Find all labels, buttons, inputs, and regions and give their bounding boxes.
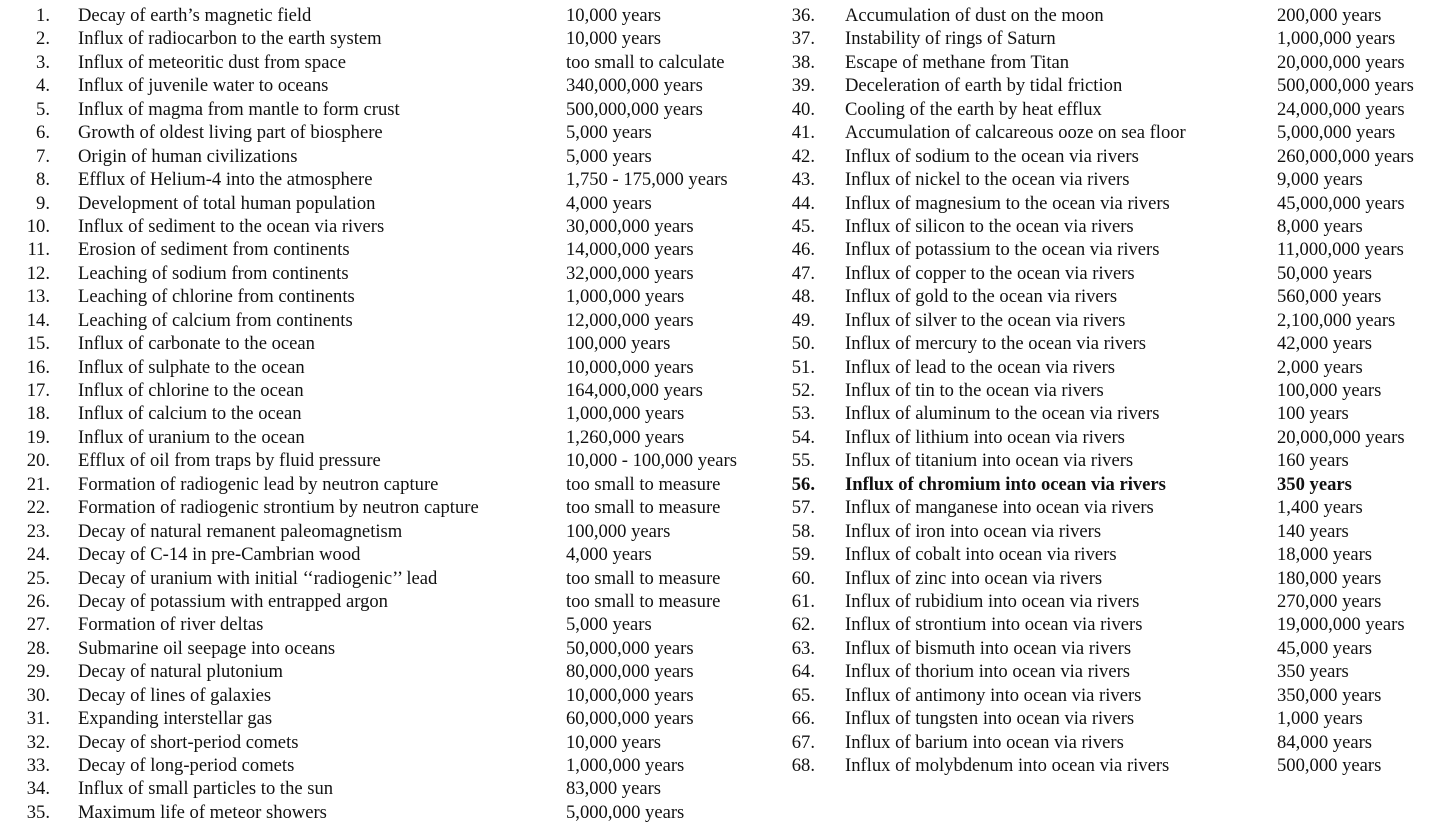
- item-number: 62.: [791, 614, 815, 636]
- list-item: [775, 309, 1449, 332]
- process-name: Decay of lines of galaxies: [78, 684, 272, 706]
- age-estimate: 100,000 years: [1277, 380, 1382, 401]
- age-estimate: 164,000,000 years: [566, 380, 703, 401]
- item-number: 12.: [26, 262, 50, 284]
- process-name: Influx of molybdenum into ocean via rivers: [845, 755, 1170, 776]
- list-item: [0, 543, 775, 566]
- list-item: [775, 192, 1449, 215]
- list-item: [0, 637, 775, 660]
- item-number: 65.: [791, 684, 815, 706]
- process-name: Expanding interstellar gas: [78, 708, 273, 730]
- list-item: [0, 27, 775, 50]
- process-name: Decay of potassium with entrapped argon: [78, 590, 388, 612]
- item-number: 7.: [36, 145, 50, 167]
- process-name: Influx of meteoritic dust from space: [78, 51, 346, 73]
- list-item: [0, 449, 775, 472]
- process-name: Formation of radiogenic strontium by neutron capture: [78, 497, 479, 519]
- process-name: Influx of magma from mantle to form crust: [78, 98, 400, 120]
- age-estimate: 5,000 years: [566, 614, 652, 636]
- item-number: 45.: [791, 215, 815, 237]
- item-number: 14.: [26, 309, 50, 331]
- process-name: Influx of bismuth into ocean via rivers: [845, 637, 1132, 659]
- item-number: 8.: [36, 169, 50, 191]
- age-estimate: 10,000 years: [566, 28, 662, 50]
- list-item: [0, 168, 775, 191]
- item-number: 27.: [26, 614, 50, 636]
- age-estimate: 10,000,000 years: [566, 684, 694, 706]
- list-item: [0, 379, 775, 402]
- item-number: 13.: [26, 286, 50, 308]
- age-estimate: 14,000,000 years: [566, 239, 694, 261]
- item-number: 47.: [791, 262, 815, 284]
- item-number: 63.: [791, 637, 815, 659]
- age-estimate: too small to measure: [566, 497, 721, 519]
- list-item: [0, 520, 775, 543]
- process-name: Influx of cobalt into ocean via rivers: [845, 544, 1117, 566]
- age-estimate: 350 years: [1277, 661, 1349, 683]
- item-number: 6.: [36, 122, 50, 144]
- item-number: 38.: [791, 51, 815, 73]
- process-name: Decay of natural remanent paleomagnetism: [78, 520, 403, 542]
- age-estimate: 5,000 years: [566, 122, 652, 144]
- list-item: [0, 731, 775, 754]
- process-name: Instability of rings of Saturn: [845, 28, 1056, 50]
- item-number: 52.: [791, 380, 815, 401]
- item-number: 68.: [791, 755, 815, 776]
- process-name: Influx of small particles to the sun: [78, 778, 334, 800]
- age-estimate: 100,000 years: [566, 333, 671, 355]
- item-number: 17.: [26, 380, 50, 401]
- process-name: Escape of methane from Titan: [845, 51, 1070, 73]
- age-estimate: 200,000 years: [1277, 5, 1382, 26]
- process-name: Influx of chromium into ocean via rivers: [845, 473, 1166, 495]
- item-number: 67.: [791, 731, 815, 753]
- age-estimate: 50,000 years: [1277, 262, 1373, 284]
- process-name: Influx of uranium to the ocean: [78, 426, 305, 448]
- item-number: 58.: [791, 520, 815, 542]
- item-number: 66.: [791, 708, 815, 730]
- process-name: Decay of natural plutonium: [78, 661, 283, 683]
- process-name: Influx of carbonate to the ocean: [78, 333, 315, 355]
- age-estimate: 10,000 years: [566, 5, 662, 26]
- process-name: Growth of oldest living part of biosphere: [78, 122, 383, 144]
- list-item: [775, 660, 1449, 683]
- item-number: 25.: [26, 567, 50, 589]
- process-name: Influx of gold to the ocean via rivers: [845, 286, 1118, 308]
- age-estimate: 560,000 years: [1277, 286, 1382, 308]
- item-number: 50.: [791, 333, 815, 355]
- list-item: [775, 520, 1449, 543]
- item-number: 10.: [26, 215, 50, 237]
- list-item: [0, 192, 775, 215]
- age-estimate: 500,000,000 years: [566, 98, 703, 120]
- process-name: Decay of C-14 in pre-Cambrian wood: [78, 544, 361, 566]
- process-name: Influx of chlorine to the ocean: [78, 380, 304, 401]
- age-estimate: 42,000 years: [1277, 333, 1373, 355]
- process-name: Influx of barium into ocean via rivers: [845, 731, 1124, 753]
- list-item: [775, 379, 1449, 402]
- item-number: 11.: [27, 239, 50, 261]
- list-item: [775, 684, 1449, 707]
- process-name: Influx of lithium into ocean via rivers: [845, 426, 1125, 448]
- process-name: Influx of silicon to the ocean via rivers: [845, 215, 1134, 237]
- process-name: Influx of zinc into ocean via rivers: [845, 567, 1103, 589]
- list-item: [0, 262, 775, 285]
- list-item: [775, 402, 1449, 425]
- item-number: 32.: [26, 731, 50, 753]
- list-item: [775, 754, 1449, 777]
- item-number: 24.: [26, 544, 50, 566]
- process-name: Influx of sodium to the ocean via rivers: [845, 145, 1139, 167]
- list-item: [775, 262, 1449, 285]
- item-number: 56.: [791, 473, 815, 495]
- item-number: 61.: [791, 590, 815, 612]
- process-name: Influx of aluminum to the ocean via rivers: [845, 403, 1160, 425]
- age-estimate: 10,000 years: [566, 731, 662, 753]
- age-estimate: 1,000 years: [1277, 708, 1363, 730]
- list-item: [775, 449, 1449, 472]
- age-estimate: 45,000 years: [1277, 637, 1373, 659]
- list-item: [775, 707, 1449, 730]
- process-name: Influx of rubidium into ocean via rivers: [845, 590, 1140, 612]
- item-number: 19.: [26, 426, 50, 448]
- item-number: 39.: [791, 75, 815, 97]
- list-item: [0, 707, 775, 730]
- list-item: [0, 332, 775, 355]
- list-item: [775, 543, 1449, 566]
- process-name: Influx of copper to the ocean via rivers: [845, 262, 1135, 284]
- list-item: [775, 74, 1449, 97]
- list-item: [0, 74, 775, 97]
- item-number: 18.: [26, 403, 50, 425]
- process-name: Leaching of chlorine from continents: [78, 286, 355, 308]
- list-item: [775, 238, 1449, 261]
- age-estimate: 45,000,000 years: [1277, 192, 1405, 214]
- list-item: [775, 731, 1449, 754]
- list-item: [0, 4, 775, 27]
- age-estimate: 10,000,000 years: [566, 356, 694, 378]
- age-estimate: 180,000 years: [1277, 567, 1382, 589]
- age-estimate: 9,000 years: [1277, 169, 1363, 191]
- list-item: [775, 567, 1449, 590]
- list-item: [0, 402, 775, 425]
- age-estimate: 32,000,000 years: [566, 262, 694, 284]
- process-name: Efflux of oil from traps by fluid pressure: [78, 450, 381, 472]
- age-estimate: 5,000,000 years: [1277, 122, 1396, 144]
- list-item: [775, 356, 1449, 379]
- process-name: Influx of tin to the ocean via rivers: [845, 380, 1104, 401]
- list-item: [0, 473, 775, 496]
- age-estimate: 1,000,000 years: [1277, 28, 1396, 50]
- item-number: 59.: [791, 544, 815, 566]
- list-item: [0, 238, 775, 261]
- process-name: Influx of radiocarbon to the earth system: [78, 28, 382, 50]
- list-item: [775, 473, 1449, 496]
- process-name: Influx of juvenile water to oceans: [78, 75, 329, 97]
- item-number: 36.: [791, 5, 815, 26]
- age-estimate: 1,260,000 years: [566, 426, 685, 448]
- process-name: Influx of lead to the ocean via rivers: [845, 356, 1116, 378]
- process-name: Influx of mercury to the ocean via rivers: [845, 333, 1146, 355]
- item-number: 30.: [26, 684, 50, 706]
- list-item: [775, 637, 1449, 660]
- age-estimate: 160 years: [1277, 450, 1349, 472]
- list-item: [775, 496, 1449, 519]
- item-number: 4.: [36, 75, 50, 97]
- list-item: [775, 121, 1449, 144]
- process-name: Influx of calcium to the ocean: [78, 403, 302, 425]
- age-estimate: 24,000,000 years: [1277, 98, 1405, 120]
- item-number: 3.: [36, 51, 50, 73]
- list-item: [775, 426, 1449, 449]
- age-estimate: 50,000,000 years: [566, 637, 694, 659]
- age-estimate: 140 years: [1277, 520, 1349, 542]
- item-number: 20.: [26, 450, 50, 472]
- item-number: 26.: [26, 590, 50, 612]
- age-estimate: 350,000 years: [1277, 684, 1382, 706]
- item-number: 5.: [36, 98, 50, 120]
- age-estimate: 500,000,000 years: [1277, 75, 1414, 97]
- item-number: 9.: [36, 192, 50, 214]
- process-name: Influx of potassium to the ocean via rivers: [845, 239, 1160, 261]
- age-estimate: 30,000,000 years: [566, 215, 694, 237]
- item-number: 1.: [36, 5, 50, 26]
- list-item: [0, 567, 775, 590]
- age-estimate: 100 years: [1277, 403, 1349, 425]
- list-item: [0, 145, 775, 168]
- right-column: [775, 4, 1449, 777]
- process-name: Leaching of sodium from continents: [78, 262, 349, 284]
- age-estimate: 2,100,000 years: [1277, 309, 1396, 331]
- age-estimate: too small to calculate: [566, 51, 725, 73]
- process-name: Formation of radiogenic lead by neutron capture: [78, 473, 439, 495]
- process-name: Decay of earth’s magnetic field: [78, 5, 312, 26]
- list-item: [0, 215, 775, 238]
- item-number: 44.: [791, 192, 815, 214]
- item-number: 55.: [791, 450, 815, 472]
- process-name: Influx of iron into ocean via rivers: [845, 520, 1102, 542]
- age-estimate: 18,000 years: [1277, 544, 1373, 566]
- item-number: 57.: [791, 497, 815, 519]
- age-estimate: 5,000,000 years: [566, 801, 685, 823]
- age-estimate: 80,000,000 years: [566, 661, 694, 683]
- process-name: Leaching of calcium from continents: [78, 309, 353, 331]
- list-item: [775, 613, 1449, 636]
- list-item: [775, 145, 1449, 168]
- process-name: Influx of magnesium to the ocean via rivers: [845, 192, 1170, 214]
- list-item: [0, 754, 775, 777]
- list-item: [775, 4, 1449, 27]
- age-estimate: 500,000 years: [1277, 755, 1382, 776]
- process-name: Accumulation of calcareous ooze on sea floor: [845, 122, 1186, 144]
- item-number: 41.: [791, 122, 815, 144]
- process-name: Influx of silver to the ocean via rivers: [845, 309, 1126, 331]
- process-name: Influx of sediment to the ocean via rivers: [78, 215, 385, 237]
- item-number: 37.: [791, 28, 815, 50]
- left-column: [0, 4, 775, 824]
- list-item: [775, 332, 1449, 355]
- item-number: 49.: [791, 309, 815, 331]
- process-name: Submarine oil seepage into oceans: [78, 637, 336, 659]
- age-estimate: 100,000 years: [566, 520, 671, 542]
- item-number: 54.: [791, 426, 815, 448]
- age-estimate: 4,000 years: [566, 544, 652, 566]
- item-number: 34.: [26, 778, 50, 800]
- age-estimate: 1,000,000 years: [566, 755, 685, 776]
- item-number: 43.: [791, 169, 815, 191]
- item-number: 60.: [791, 567, 815, 589]
- list-item: [0, 660, 775, 683]
- list-item: [0, 51, 775, 74]
- age-estimate: 20,000,000 years: [1277, 51, 1405, 73]
- age-estimate: 83,000 years: [566, 778, 662, 800]
- age-estimate: too small to measure: [566, 567, 721, 589]
- list-item: [775, 215, 1449, 238]
- item-number: 16.: [26, 356, 50, 378]
- age-estimate: too small to measure: [566, 590, 721, 612]
- age-estimate: 84,000 years: [1277, 731, 1373, 753]
- process-name: Influx of titanium into ocean via rivers: [845, 450, 1134, 472]
- process-name: Influx of strontium into ocean via rivers: [845, 614, 1143, 636]
- age-estimate: 4,000 years: [566, 192, 652, 214]
- process-name: Influx of antimony into ocean via rivers: [845, 684, 1142, 706]
- item-number: 53.: [791, 403, 815, 425]
- item-number: 23.: [26, 520, 50, 542]
- age-estimate: 11,000,000 years: [1277, 239, 1404, 261]
- process-name: Influx of sulphate to the ocean: [78, 356, 305, 378]
- list-item: [0, 801, 775, 824]
- item-number: 35.: [26, 801, 50, 823]
- list-item: [775, 51, 1449, 74]
- age-estimate: 12,000,000 years: [566, 309, 694, 331]
- list-item: [775, 27, 1449, 50]
- process-name: Influx of thorium into ocean via rivers: [845, 661, 1131, 683]
- list-item: [0, 285, 775, 308]
- age-estimate: 10,000 - 100,000 years: [566, 450, 737, 472]
- process-name: Development of total human population: [78, 192, 376, 214]
- process-name: Efflux of Helium-4 into the atmosphere: [78, 169, 373, 191]
- list-item: [0, 777, 775, 800]
- item-number: 51.: [791, 356, 815, 378]
- list-item: [775, 285, 1449, 308]
- list-item: [0, 613, 775, 636]
- process-name: Decay of uranium with initial ‘‘radiogenic’’ lead: [78, 567, 438, 589]
- process-name: Accumulation of dust on the moon: [845, 5, 1104, 26]
- age-estimate: 270,000 years: [1277, 590, 1382, 612]
- item-number: 48.: [791, 286, 815, 308]
- process-name: Influx of tungsten into ocean via rivers: [845, 708, 1135, 730]
- item-number: 21.: [26, 473, 50, 495]
- process-name: Maximum life of meteor showers: [78, 801, 327, 823]
- age-estimate: 20,000,000 years: [1277, 426, 1405, 448]
- process-name: Decay of short-period comets: [78, 731, 299, 753]
- process-name: Erosion of sediment from continents: [78, 239, 350, 261]
- item-number: 64.: [791, 661, 815, 683]
- list-item: [775, 98, 1449, 121]
- age-estimate: 1,000,000 years: [566, 403, 685, 425]
- item-number: 2.: [36, 28, 50, 50]
- age-estimate: 1,400 years: [1277, 497, 1363, 519]
- item-number: 46.: [791, 239, 815, 261]
- process-name: Decay of long-period comets: [78, 755, 295, 776]
- item-number: 28.: [26, 637, 50, 659]
- item-number: 31.: [26, 708, 50, 730]
- age-estimate: 8,000 years: [1277, 215, 1363, 237]
- item-number: 15.: [26, 333, 50, 355]
- process-name: Origin of human civilizations: [78, 145, 298, 167]
- age-estimate: 1,000,000 years: [566, 286, 685, 308]
- list-item: [0, 684, 775, 707]
- list-item: [0, 496, 775, 519]
- age-estimate: too small to measure: [566, 473, 721, 495]
- age-estimate: 350 years: [1277, 473, 1352, 495]
- process-name: Deceleration of earth by tidal friction: [845, 75, 1123, 97]
- process-name: Influx of nickel to the ocean via rivers: [845, 169, 1130, 191]
- item-number: 42.: [791, 145, 815, 167]
- process-name: Formation of river deltas: [78, 614, 264, 636]
- process-name: Influx of manganese into ocean via rivers: [845, 497, 1154, 519]
- process-name: Cooling of the earth by heat efflux: [845, 98, 1102, 120]
- list-item: [775, 168, 1449, 191]
- age-estimate: 2,000 years: [1277, 356, 1363, 378]
- item-number: 22.: [26, 497, 50, 519]
- age-estimate: 60,000,000 years: [566, 708, 694, 730]
- list-item: [0, 309, 775, 332]
- age-estimate: 5,000 years: [566, 145, 652, 167]
- list-item: [0, 426, 775, 449]
- list-item: [0, 98, 775, 121]
- item-number: 29.: [26, 661, 50, 683]
- age-estimate: 340,000,000 years: [566, 75, 703, 97]
- age-estimate: 19,000,000 years: [1277, 614, 1405, 636]
- list-item: [0, 356, 775, 379]
- list-item: [0, 121, 775, 144]
- list-item: [775, 590, 1449, 613]
- age-estimate: 260,000,000 years: [1277, 145, 1414, 167]
- age-estimate: 1,750 - 175,000 years: [566, 169, 728, 191]
- list-item: [0, 590, 775, 613]
- item-number: 40.: [791, 98, 815, 120]
- item-number: 33.: [26, 755, 50, 776]
